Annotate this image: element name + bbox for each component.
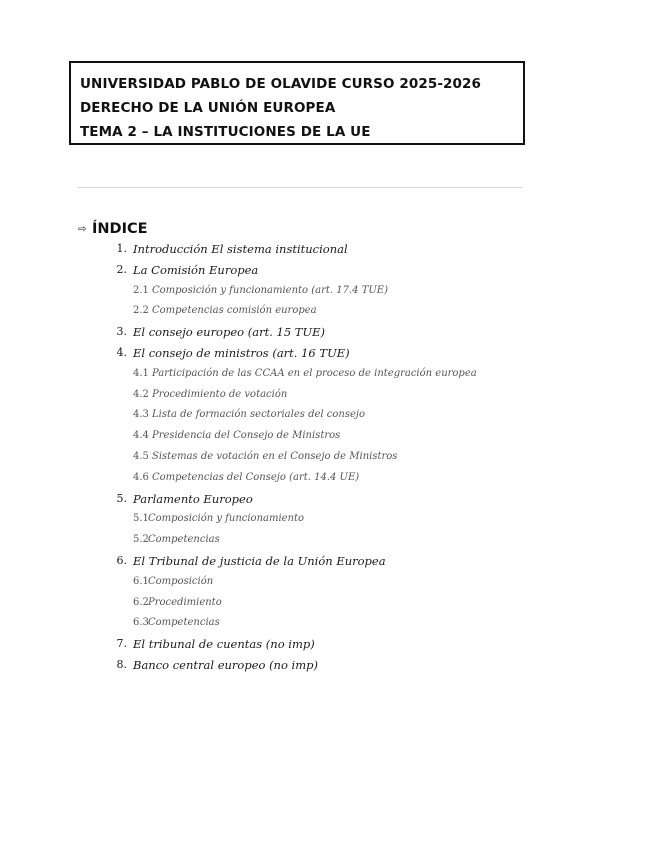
- toc-entry-text: Composición: [148, 575, 214, 587]
- toc-entry-text: Participación de las CCAA en el proceso de integración europea: [152, 367, 477, 379]
- table-of-contents: [0, 239, 655, 676]
- toc-subentry: [0, 281, 655, 302]
- toc-entry-text: Composición y funcionamiento: [148, 513, 305, 525]
- toc-entry-number: 5.2: [133, 534, 149, 546]
- toc-entry: [0, 634, 655, 655]
- toc-subentry: [0, 301, 655, 322]
- toc-entry-number: 7.: [116, 637, 127, 651]
- toc-entry-number: 1.: [116, 242, 127, 255]
- toc-entry-number: 4.3: [133, 409, 149, 421]
- toc-subentry: [0, 509, 655, 530]
- toc-subentry: [0, 613, 655, 634]
- toc-entry: [0, 655, 655, 676]
- toc-subentry: [0, 447, 655, 468]
- toc-entry-number: 5.1: [133, 513, 149, 525]
- toc-entry-number: 8.: [116, 657, 127, 671]
- toc-subentry: [0, 468, 655, 489]
- toc-entry: [0, 322, 655, 343]
- toc-entry-text: Procedimiento: [148, 596, 222, 608]
- header-topic: TEMA 2 – LA INSTITUCIONES DE LA UE: [80, 124, 371, 140]
- toc-entry-text: Parlamento Europeo: [133, 491, 253, 506]
- toc-entry-text: Competencias del Consejo (art. 14.4 UE): [152, 471, 360, 483]
- index-title: ÍNDICE: [92, 221, 148, 237]
- toc-entry-text: El consejo de ministros (art. 16 TUE): [133, 345, 350, 360]
- toc-entry-text: La Comisión Europea: [133, 262, 259, 277]
- toc-entry-text: Sistemas de votación en el Consejo de Ministros: [152, 450, 398, 462]
- toc-entry: [0, 551, 655, 572]
- toc-subentry: [0, 385, 655, 406]
- toc-entry-text: Presidencia del Consejo de Ministros: [152, 430, 341, 442]
- toc-entry: [0, 343, 655, 364]
- toc-entry-number: 2.2: [133, 305, 149, 317]
- toc-subentry: [0, 426, 655, 447]
- toc-entry-number: 4.2: [133, 388, 149, 400]
- toc-subentry: [0, 364, 655, 385]
- toc-subentry: [0, 530, 655, 551]
- toc-entry-text: Introducción El sistema institucional: [133, 242, 348, 256]
- index-heading: [78, 219, 148, 239]
- toc-entry-text: Banco central europeo (no imp): [133, 657, 318, 672]
- toc-entry-number: 3.: [116, 325, 127, 339]
- toc-entry-text: Composición y funcionamiento (art. 17.4 TUE): [152, 284, 388, 296]
- toc-entry-number: 6.1: [133, 575, 149, 587]
- toc-entry: [0, 489, 655, 510]
- toc-entry-number: 6.: [116, 553, 127, 567]
- document-header-box: [69, 61, 525, 145]
- header-university-course: UNIVERSIDAD PABLO DE OLAVIDE CURSO 2025-2026: [80, 76, 481, 92]
- toc-entry-text: Procedimiento de votación: [152, 388, 288, 400]
- arrow-right-icon: ⇨: [78, 223, 87, 235]
- toc-subentry: [0, 593, 655, 614]
- toc-entry-number: 6.3: [133, 617, 149, 629]
- toc-entry-number: 2.1: [133, 284, 149, 296]
- toc-entry-number: 5.: [116, 491, 127, 505]
- toc-entry: [0, 260, 655, 281]
- toc-entry-text: El Tribunal de justicia de la Unión Europea: [133, 553, 386, 568]
- toc-entry-text: Lista de formación sectoriales del consejo: [152, 409, 365, 421]
- toc-entry-text: Competencias: [148, 534, 220, 546]
- toc-entry-number: 2.: [116, 262, 127, 276]
- toc-entry-number: 4.4: [133, 430, 149, 442]
- toc-entry-number: 4.: [116, 345, 127, 359]
- toc-entry-text: El consejo europeo (art. 15 TUE): [133, 325, 326, 340]
- header-subject: DERECHO DE LA UNIÓN EUROPEA: [80, 100, 336, 116]
- toc-entry-text: Competencias: [148, 617, 220, 629]
- toc-entry-number: 4.5: [133, 450, 149, 462]
- toc-subentry: [0, 405, 655, 426]
- horizontal-divider: [78, 187, 522, 188]
- toc-entry: [0, 239, 655, 260]
- toc-entry-text: El tribunal de cuentas (no imp): [133, 637, 315, 652]
- toc-entry-text: Competencias comisión europea: [152, 305, 317, 317]
- toc-subentry: [0, 572, 655, 593]
- toc-entry-number: 6.2: [133, 596, 149, 608]
- toc-entry-number: 4.1: [133, 367, 149, 379]
- toc-entry-number: 4.6: [133, 471, 149, 483]
